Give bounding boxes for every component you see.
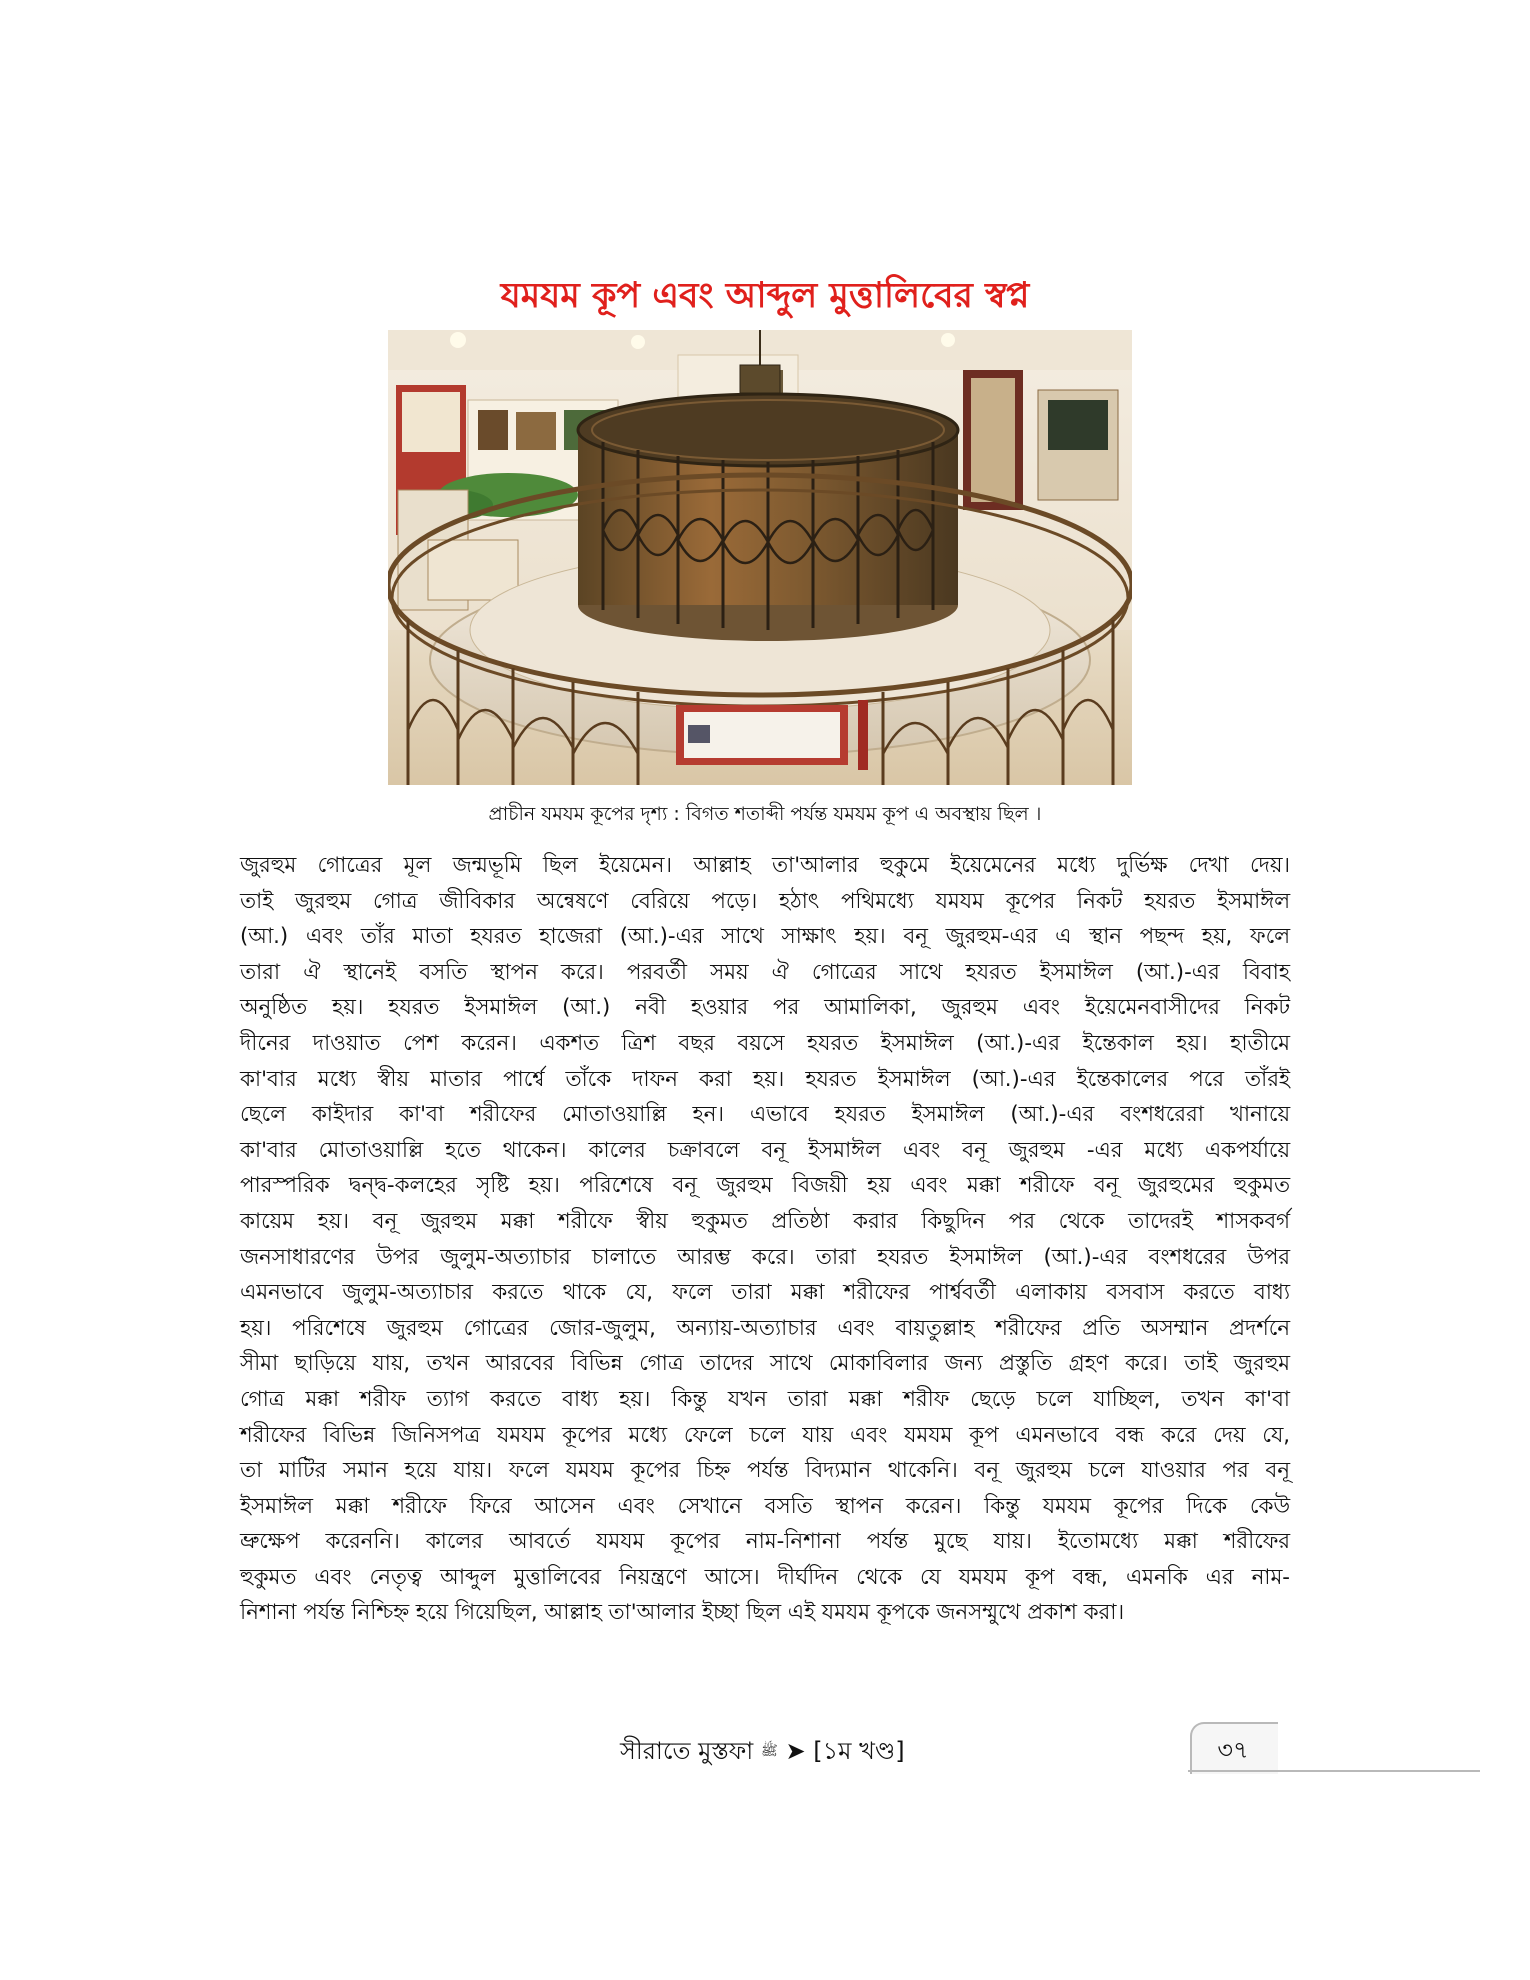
body-line: তা মাটির সমান হয়ে যায়। ফলে যমযম কূপের চিহ্ন পর্যন্ত বিদ্যমান থাকেনি। বনূ জুরহুম চলে যাওয়ার পর বনূ xyxy=(240,1458,1290,1484)
body-line: দীনের দাওয়াত পেশ করেন। একশত ত্রিশ বছর বয়সে হযরত ইসমাঈল (আ.)-এর ইন্তেকাল হয়। হাতীমে xyxy=(240,1030,1290,1056)
photo-caption: প্রাচীন যমযম কূপের দৃশ্য : বিগত শতাব্দী পর্যন্ত যমযম কূপ এ অবস্থায় ছিল । xyxy=(488,803,1042,825)
book-title: সীরাতে মুস্তফা xyxy=(620,1737,754,1765)
body-line: কা'বার মধ্যে স্বীয় মাতার পার্শ্বে তাঁকে দাফন করা হয়। হযরত ইসমাঈল (আ.)-এর ইন্তেকালের পরে তাঁরই xyxy=(240,1066,1290,1092)
arrow-icon: ➤ xyxy=(785,1737,806,1765)
honorific-seal-icon: ﷺ xyxy=(760,1743,778,1759)
body-line: তারা ঐ স্থানেই বসতি স্থাপন করে। পরবর্তী সময় ঐ গোত্রের সাথে হযরত ইসমাঈল (আ.)-এর বিবাহ xyxy=(240,959,1290,985)
body-line: হুকুমত এবং নেতৃত্ব আব্দুল মুত্তালিবের নিয়ন্ত্রণে আসে। দীর্ঘদিন থেকে যে যমযম কূপ বন্ধ, এমনকি এর নাম- xyxy=(240,1564,1290,1590)
body-line: কা'বার মোতাওয়াল্লি হতে থাকেন। কালের চক্রাবলে বনূ ইসমাঈল এবং বনূ জুরহুম -এর মধ্যে একপর্যায়ে xyxy=(240,1137,1290,1163)
page-title: যমযম কূপ এবং আব্দুল মুত্তালিবের স্বপ্ন xyxy=(500,276,1030,316)
body-line: ইসমাঈল মক্কা শরীফে ফিরে আসেন এবং সেখানে বসতি স্থাপন করেন। কিন্তু যমযম কূপের দিকে কেউ xyxy=(240,1493,1290,1519)
body-line: ভ্রুক্ষেপ করেননি। কালের আবর্তে যমযম কূপের নাম-নিশানা পর্যন্ত মুছে যায়। ইতোমধ্যে মক্কা শরীফের xyxy=(240,1529,1290,1555)
body-line: গোত্র মক্কা শরীফ ত্যাগ করতে বাধ্য হয়। কিন্তু যখন তারা মক্কা শরীফ ছেড়ে চলে যাচ্ছিল, তখন কা'বা xyxy=(240,1386,1290,1412)
body-line: পারস্পরিক দ্বন্দ্ব-কলহের সৃষ্টি হয়। পরিশেষে বনূ জুরহুম বিজয়ী হয় এবং মক্কা শরীফে বনূ জুরহুমের হুকুমত xyxy=(240,1173,1290,1199)
body-line: জুরহুম গোত্রের মূল জন্মভূমি ছিল ইয়েমেন। আল্লাহ তা'আলার হুকুমে ইয়েমেনের মধ্যে দুর্ভিক্ষ দেখা দেয়। xyxy=(240,853,1290,878)
running-footer xyxy=(620,1733,905,1773)
zamzam-well-photo xyxy=(388,330,1132,785)
body-line: (আ.) এবং তাঁর মাতা হযরত হাজেরা (আ.)-এর সাথে সাক্ষাৎ হয়। বনূ জুরহুম-এর এ স্থান পছন্দ হয়, ফলে xyxy=(240,924,1290,950)
body-line: নিশানা পর্যন্ত নিশ্চিহ্ন হয়ে গিয়েছিল, আল্লাহ তা'আলার ইচ্ছা ছিল এই যমযম কূপকে জনসম্মুখে প্রকাশ করা। xyxy=(240,1600,1125,1626)
body-line: এমনভাবে জুলুম-অত্যাচার করতে থাকে যে, ফলে তারা মক্কা শরীফের পার্শ্ববর্তী এলাকায় বসবাস করতে বাধ্য xyxy=(240,1280,1290,1306)
page-number: ৩৭ xyxy=(1217,1736,1249,1764)
body-line: জনসাধারণের উপর জুলুম-অত্যাচার চালাতে আরম্ভ করে। তারা হযরত ইসমাঈল (আ.)-এর বংশধরের উপর xyxy=(240,1244,1290,1270)
body-line: হয়। পরিশেষে জুরহুম গোত্রের জোর-জুলুম, অন্যায়-অত্যাচার এবং বায়তুল্লাহ শরীফের প্রতি অসম্মান প্রদর্শনে xyxy=(240,1315,1290,1341)
body-line: কায়েম হয়। বনূ জুরহুম মক্কা শরীফে স্বীয় হুকুমত প্রতিষ্ঠা করার কিছুদিন পর থেকে তাদেরই শাসকবর্গ xyxy=(240,1208,1290,1234)
body-line: শরীফের বিভিন্ন জিনিসপত্র যমযম কূপের মধ্যে ফেলে চলে যায় এবং যমযম কূপ এমনভাবে বন্ধ করে দেয় যে, xyxy=(240,1422,1290,1448)
body-line: অনুষ্ঠিত হয়। হযরত ইসমাঈল (আ.) নবী হওয়ার পর আমালিকা, জুরহুম এবং ইয়েমেনবাসীদের নিকট xyxy=(240,995,1290,1021)
body-text xyxy=(240,848,1290,1631)
body-line: সীমা ছাড়িয়ে যায়, তখন আরবের বিভিন্ন গোত্র তাদের সাথে মোকাবিলার জন্য প্রস্তুতি গ্রহণ করে। তাই জুরহুম xyxy=(240,1351,1290,1377)
body-line: তাই জুরহুম গোত্র জীবিকার অন্বেষণে বেরিয়ে পড়ে। হঠাৎ পথিমধ্যে যমযম কূপের নিকট হযরত ইসমাঈল xyxy=(240,888,1290,914)
body-line: ছেলে কাইদার কা'বা শরীফের মোতাওয়াল্লি হন। এভাবে হযরত ইসমাঈল (আ.)-এর বংশধরেরা খানায়ে xyxy=(240,1102,1290,1128)
volume-label: [১ম খণ্ড] xyxy=(813,1737,905,1765)
